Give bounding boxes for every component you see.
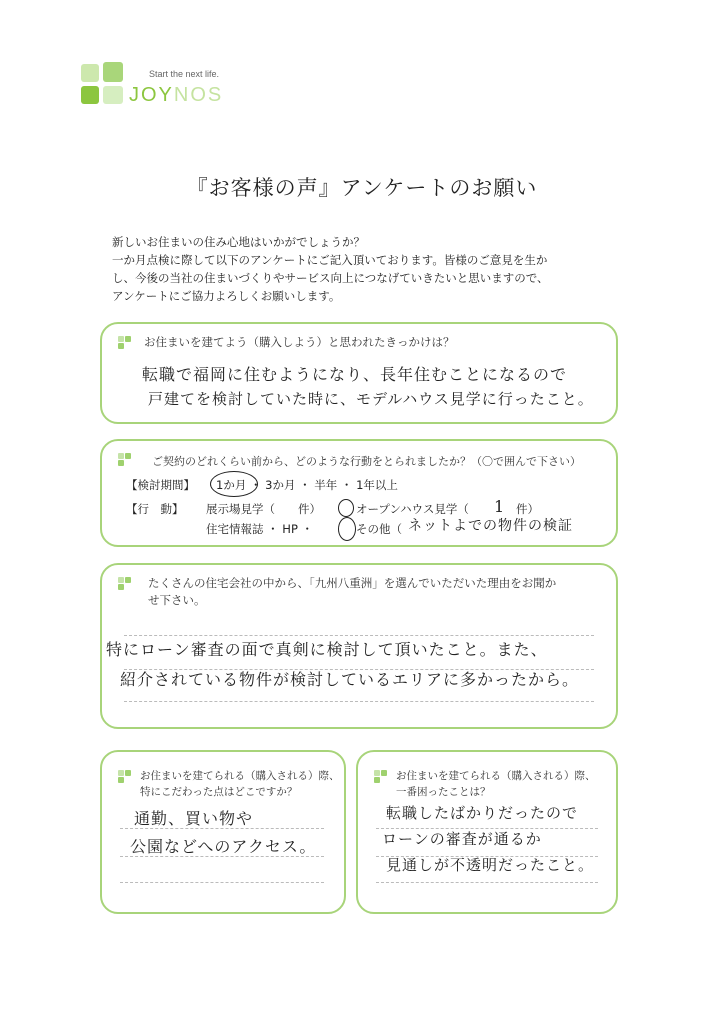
answer-rule — [120, 882, 324, 883]
answer-rule — [124, 635, 594, 636]
question-3-text: たくさんの住宅会社の中から、「九州八重洲」を選んでいただいた理由をお聞か せ下さい。 — [148, 576, 557, 607]
answer-5-line-2: ローンの審査が通るか — [382, 830, 542, 848]
question-box-4 — [100, 750, 346, 914]
action-other-handwritten: ネットよでの物件の検証 — [408, 518, 573, 534]
bullet-icon — [118, 770, 132, 784]
action-magazine-hp: 住宅情報誌 ・ HP ・ — [206, 522, 314, 536]
logo-brand-joy: JOY — [129, 84, 174, 106]
answer-4-line-2: 公園などへのアクセス。 — [130, 837, 317, 856]
bullet-icon — [118, 453, 132, 467]
period-options: 1か月 ・ 3か月 ・ 半年 ・ 1年以上 — [216, 478, 398, 492]
action-open-house: オープンハウス見学（ — [356, 502, 469, 516]
logo-tagline: Start the next life. — [149, 69, 220, 79]
logo-square — [81, 86, 99, 104]
logo-square — [103, 62, 123, 82]
question-1-text: お住まいを建てよう（購入しよう）と思われたきっかけは？ — [144, 335, 455, 349]
answer-5-line-3: 見通しが不透明だったこと。 — [386, 856, 595, 874]
answer-3-line-2: 紹介されている物件が検討しているエリアに多かったから。 — [120, 670, 580, 689]
logo-square — [81, 64, 99, 82]
action-exhibition: 展示場見学（ 件） — [206, 502, 321, 516]
answer-5-line-1: 転職したばかりだったので — [386, 804, 579, 822]
company-logo — [79, 60, 231, 110]
question-box-1 — [100, 322, 618, 424]
answer-1-line-2: 戸建てを検討していた時に、モデルハウス見学に行ったこと。 — [148, 390, 594, 408]
action-label: 【行 動】 — [126, 502, 184, 516]
question-box-2 — [100, 439, 618, 547]
answer-rule — [376, 882, 598, 883]
action-open-house-unit: 件） — [516, 502, 539, 516]
bullet-icon — [118, 577, 132, 591]
answer-3-line-1: 特にローン審査の面で真剣に検討して頂いたこと。また、 — [106, 640, 548, 659]
intro-text: 新しいお住まいの住み心地はいかがでしょうか？ 一か月点検に際して以下のアンケートにご記入頂いております。皆様のご意見を生か し、今後の当社の住まいづくりやサービス向上につなげていきたいと思いますので、 アンケートにご協力よろしくお願いします。 — [112, 235, 549, 303]
selected-circle — [338, 499, 354, 517]
open-house-count: 1 — [494, 497, 506, 516]
question-5-text: お住まいを建てられる（購入される）際、 一番困ったことは？ — [396, 770, 596, 798]
logo-square — [103, 86, 123, 104]
logo-brand-nos: NOS — [173, 84, 224, 106]
question-4-text: お住まいを建てられる（購入される）際、 特にこだわった点はどこですか？ — [140, 770, 340, 798]
selected-circle — [338, 517, 356, 541]
bullet-icon — [374, 770, 388, 784]
period-label: 【検討期間】 — [126, 478, 195, 492]
question-box-3 — [100, 563, 618, 729]
answer-4-line-1: 通勤、買い物や — [134, 809, 254, 828]
answer-1-line-1: 転職で福岡に住むようになり、長年住むことになるので — [142, 365, 568, 384]
question-box-5 — [356, 750, 618, 914]
answer-rule — [124, 701, 594, 702]
bullet-icon — [118, 336, 132, 350]
page-title: 『お客様の声』アンケートのお願い — [186, 176, 538, 200]
logo-brand — [129, 84, 223, 107]
action-other: その他（ — [356, 522, 402, 536]
question-2-text: ご契約のどれくらい前から、どのような行動をとられましたか？（〇で囲んで下さい） — [152, 455, 581, 468]
selected-circle — [210, 471, 258, 497]
